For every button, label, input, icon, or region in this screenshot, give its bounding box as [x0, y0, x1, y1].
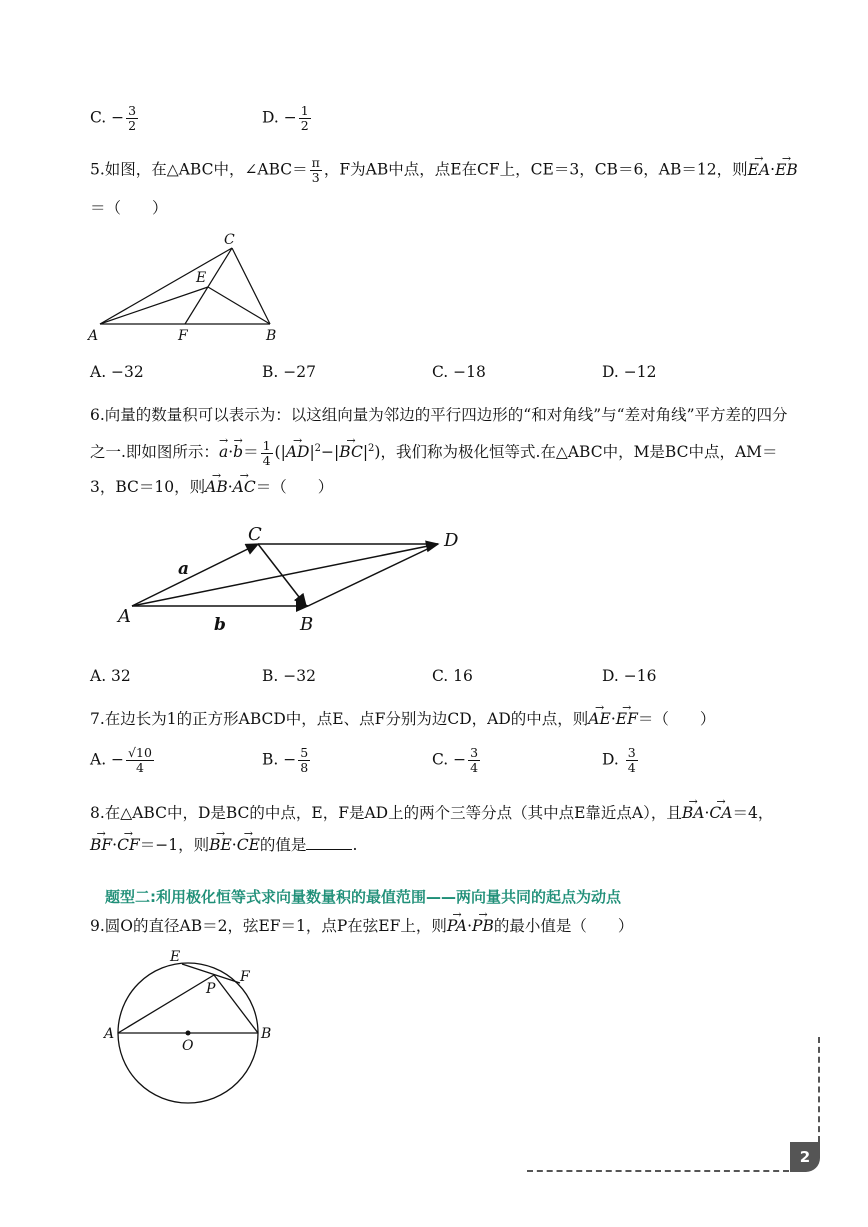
- q8-stem-line1: 8.在△ABC中，D是BC的中点，E，F是AD上的两个三等分点（其中点E靠近点A），且→ BA·→ CA＝4，: [90, 800, 773, 826]
- label-vector-b: b: [214, 615, 226, 635]
- q5-option-c: C. −18: [432, 363, 486, 381]
- q5-triangle-figure: [86, 226, 296, 348]
- q4-option-d: D. − $\frac{1}{2}$: [262, 103, 309, 133]
- q5-stem-line1: 5.如图，在△ABC中，∠ABC＝ $\frac{\pi}{3}$ ，F为AB中点，点E在CF上，CE＝3，CB＝6，AB＝12，则→ EA·→ EB: [90, 156, 798, 185]
- q8-stem-line2: → BF·→ CF＝−1，则→ BE·→ CE的值是 .: [90, 832, 357, 858]
- q6-option-d: D. −16: [602, 667, 657, 685]
- page-number: 2: [790, 1142, 820, 1172]
- q5-option-d: D. −12: [602, 363, 657, 381]
- q6-stem-line1: 6.向量的数量积可以表示为：以这组向量为邻边的平行四边形的“和对角线”与“差对角线”平方差的四分: [90, 406, 788, 424]
- vector-a: [132, 544, 258, 606]
- q7-option-b: B. − $\frac{5}{8}$: [262, 745, 309, 775]
- label-c: C: [248, 524, 262, 545]
- label-c: C: [224, 232, 235, 248]
- segment-ac: [100, 248, 232, 324]
- q7-option-a: A. − $\frac{√10}{4}$: [90, 745, 152, 775]
- q6-option-c: C. 16: [432, 667, 473, 685]
- label-d: D: [444, 530, 459, 551]
- q6-stem-line3: 3，BC＝10，则→ AB·→ AC＝（ ）: [90, 474, 333, 500]
- q7-option-c: C. − $\frac{3}{4}$: [432, 745, 479, 775]
- label-a: A: [104, 1026, 115, 1042]
- q6-option-a: A. 32: [90, 667, 131, 685]
- section-heading: 题型二:利用极化恒等式求向量数量积的最值范围——两向量共同的起点为动点: [105, 888, 622, 906]
- label-e: E: [196, 270, 207, 286]
- answer-blank: [306, 835, 352, 850]
- page-border-horizontal: [527, 1170, 789, 1172]
- q7-option-d: D. $\frac{3}{4}$: [602, 745, 636, 775]
- q5-option-b: B. −27: [262, 363, 316, 381]
- label-f: F: [178, 328, 188, 344]
- segment-pa: [118, 975, 214, 1033]
- q9-stem: 9.圆O的直径AB＝2，弦EF＝1，点P在弦EF上，则→ PA·→ PB的最小值是（ ）: [90, 913, 633, 939]
- vector-cb: [258, 544, 306, 606]
- center-point: [186, 1031, 191, 1036]
- label-b: B: [261, 1026, 272, 1042]
- q9-circle-figure: [100, 945, 280, 1110]
- q6-stem-line2: 之一.即如图所示：→ a·→ b＝ $\frac{1}{4}$ (|→ $AD|^2-|\to BC|^2$)，我们称为极化恒等式.在△ABC中，M是BC中点，AM＝: [90, 436, 778, 468]
- segment-bd: [308, 544, 438, 606]
- label-b: B: [266, 328, 277, 344]
- q5-stem-line2: ＝（ ）: [90, 199, 168, 217]
- q5-option-a: A. −32: [90, 363, 144, 381]
- label-p: P: [206, 981, 216, 997]
- label-f: F: [240, 969, 250, 985]
- label-a: A: [118, 606, 131, 627]
- q6-option-b: B. −32: [262, 667, 316, 685]
- label-a: A: [88, 328, 99, 344]
- segment-cf: [185, 248, 232, 324]
- label-e: E: [170, 949, 181, 965]
- q6-parallelogram-figure: [110, 520, 480, 640]
- q7-stem: 7.在边长为1的正方形ABCD中，点E、点F分别为边CD，AD的中点，则→ AE·→ EF＝（ ）: [90, 706, 715, 732]
- label-vector-a: a: [178, 559, 190, 579]
- label-b: B: [300, 614, 314, 635]
- q4-option-c: C. − $\frac{3}{2}$: [90, 103, 137, 133]
- page-border-vertical: [818, 1037, 820, 1142]
- label-o: O: [182, 1038, 194, 1054]
